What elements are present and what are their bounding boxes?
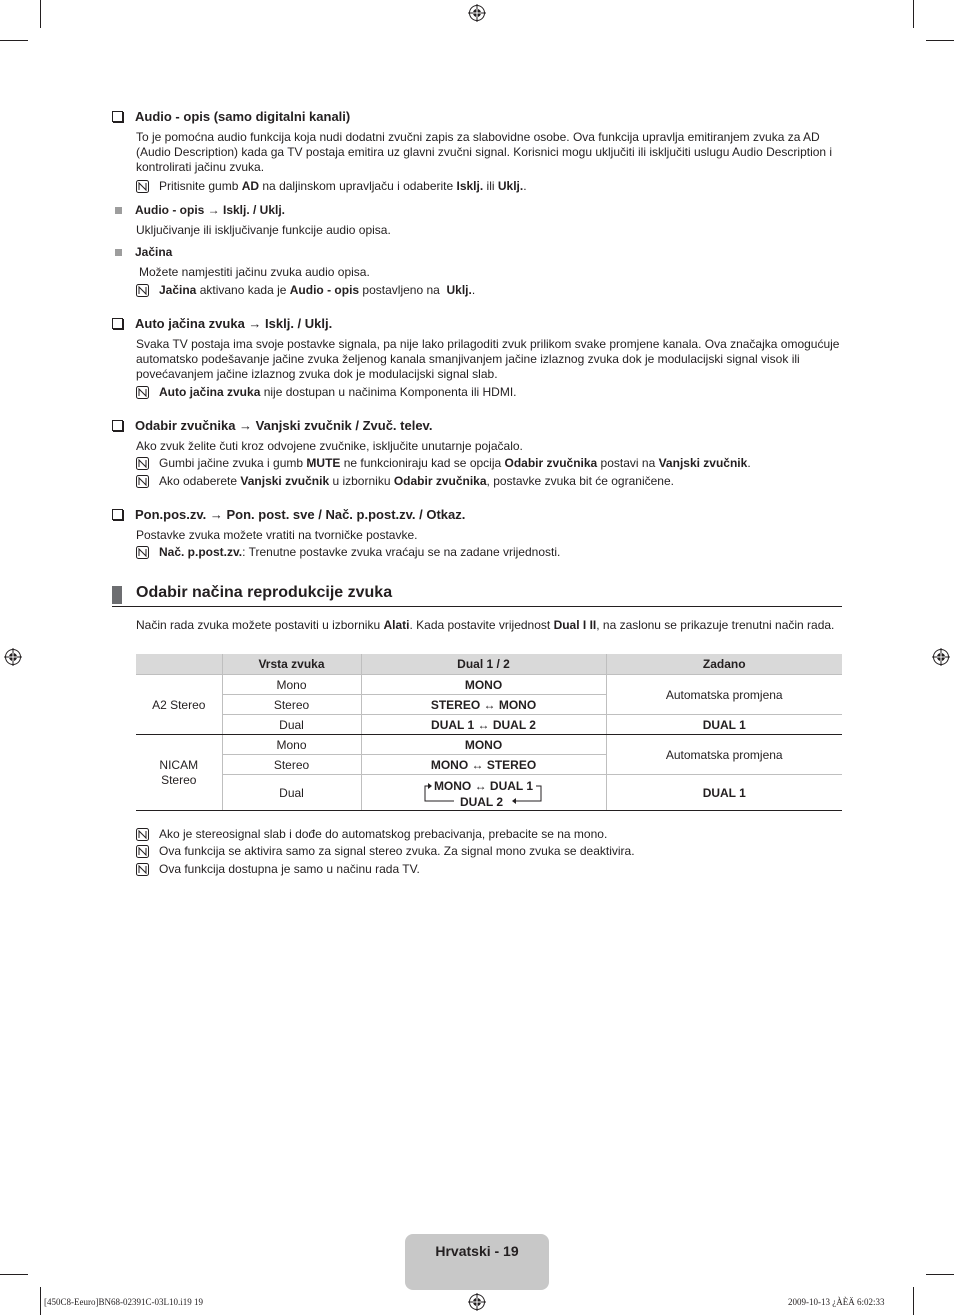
cycle-cell: MONO ↔ DUAL 1 DUAL 2 — [361, 775, 606, 811]
table-row: Stereo STEREO ↔ MONO — [136, 695, 842, 715]
paragraph: Uključivanje ili isključivanje funkcije audio opisa. — [136, 223, 391, 237]
crop-mark — [40, 1287, 41, 1315]
crop-mark — [926, 40, 954, 41]
note: Pritisnite gumb AD na daljinskom upravljaču i odaberite Isklj. ili Uklj.. — [136, 179, 842, 194]
checkbox-bullet-icon — [112, 318, 123, 329]
table-row: A2 Stereo Mono MONO Automatska promjena — [136, 675, 842, 695]
crop-mark — [913, 1287, 914, 1315]
note-icon — [136, 180, 149, 193]
section-heading: Odabir načina reprodukcije zvuka — [112, 584, 842, 607]
note-icon — [136, 386, 149, 399]
crop-mark — [40, 0, 41, 28]
intro-paragraph: Način rada zvuka možete postaviti u izborniku Alati. Kada postavite vrijednost Dual I II, na zaslonu se prikazuje trenutni način rada. — [136, 618, 835, 632]
note-icon — [136, 546, 149, 559]
paragraph: Ako zvuk želite čuti kroz odvojene zvučnike, isključite unutarnje pojačalo. — [136, 439, 523, 453]
registration-mark-icon — [468, 4, 486, 22]
crop-mark — [0, 40, 28, 41]
note-icon — [136, 457, 149, 470]
registration-mark-icon — [932, 648, 950, 666]
paragraph: Možete namjestiti jačinu zvuka audio opisa. — [139, 265, 370, 279]
crop-mark — [926, 1274, 954, 1275]
note-icon — [136, 863, 149, 876]
section-title: Audio - opis (samo digitalni kanali) — [112, 109, 350, 124]
paragraph: Postavke zvuka možete vratiti na tvorničke postavke. — [136, 528, 418, 542]
paragraph: Svaka TV postaja ima svoje postavke signala, pa nije lako prilagoditi zvuk prilikom svake promjene kanala. Ova značajka omogućuje automatsko podešavanje jačine zvuka željenog kanala smanjivanjem jačine izlaznog zvuka dok je modulacijski signal visok ili povećavanjem jačine izlaznog zvuka dok je modulacijski signal slab. — [136, 337, 840, 381]
registration-mark-icon — [4, 648, 22, 666]
paragraph: To je pomoćna audio funkcija koja nudi dodatni zvučni zapis za slabovidne osobe. Ova funkcija upravlja emitiranjem zvuka za AD (Audio Description) kada ga TV postaja emitira uz glavni zvučni signal. Korisnici mogu uključiti ili isključiti uslugu Audio Description i kontrolirati jačinu zvuka. — [136, 130, 833, 174]
section-title: Auto jačina zvuka → Isklj. / Uklj. — [112, 316, 332, 331]
checkbox-bullet-icon — [112, 509, 123, 520]
note-icon — [136, 828, 149, 841]
note: Ova funkcija se aktivira samo za signal stereo zvuka. Za signal mono zvuka se deaktivira. — [136, 844, 842, 859]
table-row: Dual DUAL 1 ↔ DUAL 2 DUAL 1 — [136, 715, 842, 735]
table-row: Stereo MONO ↔ STEREO — [136, 755, 842, 775]
note: Ova funkcija dostupna je samo u načinu rada TV. — [136, 862, 842, 877]
checkbox-bullet-icon — [112, 111, 123, 122]
section-title: Odabir zvučnika → Vanjski zvučnik / Zvuč. telev. — [112, 418, 432, 433]
heading-bar — [112, 586, 122, 604]
page-number-tab: Hrvatski - 19 — [405, 1234, 549, 1290]
crop-mark — [0, 1274, 28, 1275]
note-icon — [136, 475, 149, 488]
table-header-row: Vrsta zvuka Dual 1 / 2 Zadano — [136, 654, 842, 675]
table-row: NICAM Stereo Mono MONO Automatska promjena — [136, 735, 842, 755]
square-bullet-icon — [115, 249, 122, 256]
section-title: Pon.pos.zv. → Pon. post. sve / Nač. p.post.zv. / Otkaz. — [112, 507, 465, 522]
note-icon — [136, 845, 149, 858]
note: Jačina aktivano kada je Audio - opis postavljeno na Uklj.. — [136, 283, 842, 298]
note: Ako je stereosignal slab i dođe do automatskog prebacivanja, prebacite se na mono. — [136, 827, 842, 842]
note-icon — [136, 284, 149, 297]
sound-mode-table — [136, 654, 842, 811]
checkbox-bullet-icon — [112, 420, 123, 431]
note: Auto jačina zvuka nije dostupan u načinima Komponenta ili HDMI. — [136, 385, 842, 400]
square-bullet-icon — [115, 207, 122, 214]
imprint-right: 2009-10-13 ¿ÀÈÄ 6:02:33 — [788, 1297, 885, 1307]
imprint-left: [450C8-Eeuro]BN68-02391C-03L10.i19 19 — [44, 1297, 203, 1307]
registration-mark-icon — [468, 1293, 486, 1311]
crop-mark — [913, 0, 914, 28]
sub-item-title: Audio - opis → Isklj. / Uklj. — [115, 203, 285, 217]
table-row: Dual MONO ↔ DUAL 1 DUAL 2 DUAL 1 — [136, 775, 842, 811]
note: Gumbi jačine zvuka i gumb MUTE ne funkcioniraju kad se opcija Odabir zvučnika postavi na Vanjski zvučnik. — [136, 456, 842, 471]
note: Nač. p.post.zv.: Trenutne postavke zvuka vraćaju se na zadane vrijednosti. — [136, 545, 842, 560]
sub-item-title: Jačina — [115, 245, 172, 259]
note: Ako odaberete Vanjski zvučnik u izborniku Odabir zvučnika, postavke zvuka bit će ograničene. — [136, 474, 842, 489]
